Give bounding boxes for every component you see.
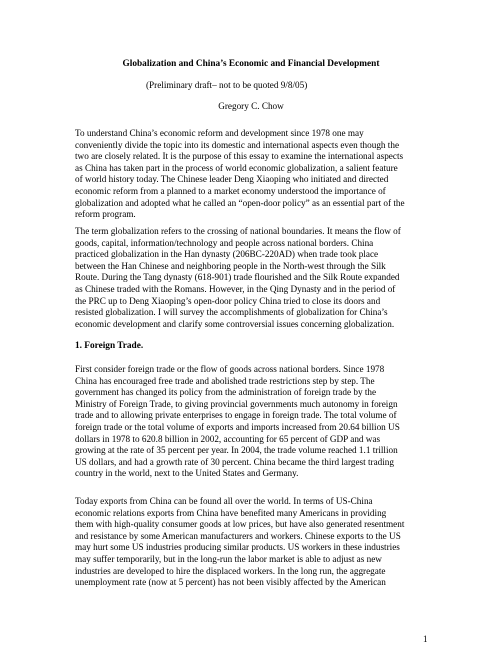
text-line: conveniently divide the topic into its domestic and international aspects even though the (75, 139, 400, 150)
text-line: trade and to allowing private enterprises to engage in foreign trade. The total volume of (75, 410, 397, 421)
text-line: growing at the rate of 35 percent per year. In 2004, the trade volume reached 1.1 trillion (75, 445, 398, 456)
paper-title: Globalization and China’s Economic and Financial Development (122, 59, 380, 69)
text-line: China has encouraged free trade and abolished trade restrictions step by step. The (75, 375, 375, 386)
paragraph-foreign-trade (75, 364, 440, 480)
text-line: as China has taken part in the process of world economic globalization, a salient feature (75, 162, 398, 173)
text-line: unemployment rate (now at 5 percent) has not been visibly affected by the American (75, 577, 386, 588)
text-line: Route. During the Tang dynasty (618-901) trade flourished and the Silk Route expanded (75, 272, 400, 283)
text-line: globalization and adopted what he called an “open-door policy” as an essential part of the (75, 197, 405, 208)
text-line: industries are developed to hire the displaced workers. In the long run, the aggregate (75, 565, 386, 576)
text-line: US dollars, and had a growth rate of 30 percent. China became the third largest trading (75, 456, 394, 467)
text-line: foreign trade or the total volume of exports and imports increased from 20.64 billion US (75, 421, 400, 432)
text-line: Ministry of Foreign Trade, to giving provincial governments much autonomy in foreign (75, 398, 398, 409)
text-line: two are closely related. It is the purpose of this essay to examine the international aspects (75, 151, 404, 162)
text-line: resisted globalization. I will survey the accomplishments of globalization for China’s (75, 307, 388, 318)
author-name: Gregory C. Chow (218, 101, 284, 111)
text-line: goods, capital, information/technology and people across national borders. China (75, 237, 374, 248)
text-line: reform program. (75, 209, 136, 220)
text-line: Today exports from China can be found all over the world. In terms of US-China (75, 496, 373, 506)
section-heading: 1. Foreign Trade. (75, 341, 144, 351)
text-line: as Chinese traded with the Romans. However, in the Qing Dynasty and in the period of (75, 283, 396, 294)
text-line: and resistance by some American manufacturers and workers. Chinese exports to the US (75, 530, 401, 541)
text-line: may suffer temporarily, but in the long-run the labor market is able to adjust as new (75, 553, 382, 564)
text-line: them with high-quality consumer goods at low prices, but have also generated resentment (75, 519, 405, 530)
text-line: The term globalization refers to the crossing of national boundaries. It means the flow of (75, 226, 401, 236)
text-line: between the Han Chinese and neighboring people in the North-west through the Silk (75, 260, 386, 271)
text-line: the PRC up to Deng Xiaoping’s open-door policy China tried to close its doors and (75, 295, 381, 306)
text-line: government has changed its policy from the administration of foreign trade by the (75, 387, 377, 398)
text-line: economic reform from a planned to a market economy understood the importance of (75, 185, 386, 196)
text-line: may hurt some US industries producing similar products. US workers in these industries (75, 542, 400, 553)
paragraph-globalization-definition (75, 226, 440, 330)
text-line: country in the world, next to the United States and Germany. (75, 468, 299, 479)
page-number: 1 (423, 634, 428, 644)
text-line: dollars in 1978 to 620.8 billion in 2002, accounting for 65 percent of GDP and was (75, 433, 381, 444)
text-line: First consider foreign trade or the flow of goods across national borders. Since 1978 (75, 364, 385, 374)
text-line: To understand China’s economic reform and development since 1978 one may (75, 128, 364, 138)
text-line: practiced globalization in the Han dynasty (206BC-220AD) when trade took place (75, 249, 379, 260)
paragraph-intro (75, 128, 440, 221)
draft-note: (Preliminary draft– not to be quoted 9/8/05) (146, 80, 308, 90)
text-line: economic relations exports from China have benefited many Americans in providing (75, 507, 387, 518)
text-line: of world history today. The Chinese leader Deng Xiaoping who initiated and directed (75, 174, 389, 185)
paragraph-us-china-relations (75, 496, 440, 589)
text-line: economic development and clarify some controversial issues concerning globalization. (75, 318, 395, 329)
